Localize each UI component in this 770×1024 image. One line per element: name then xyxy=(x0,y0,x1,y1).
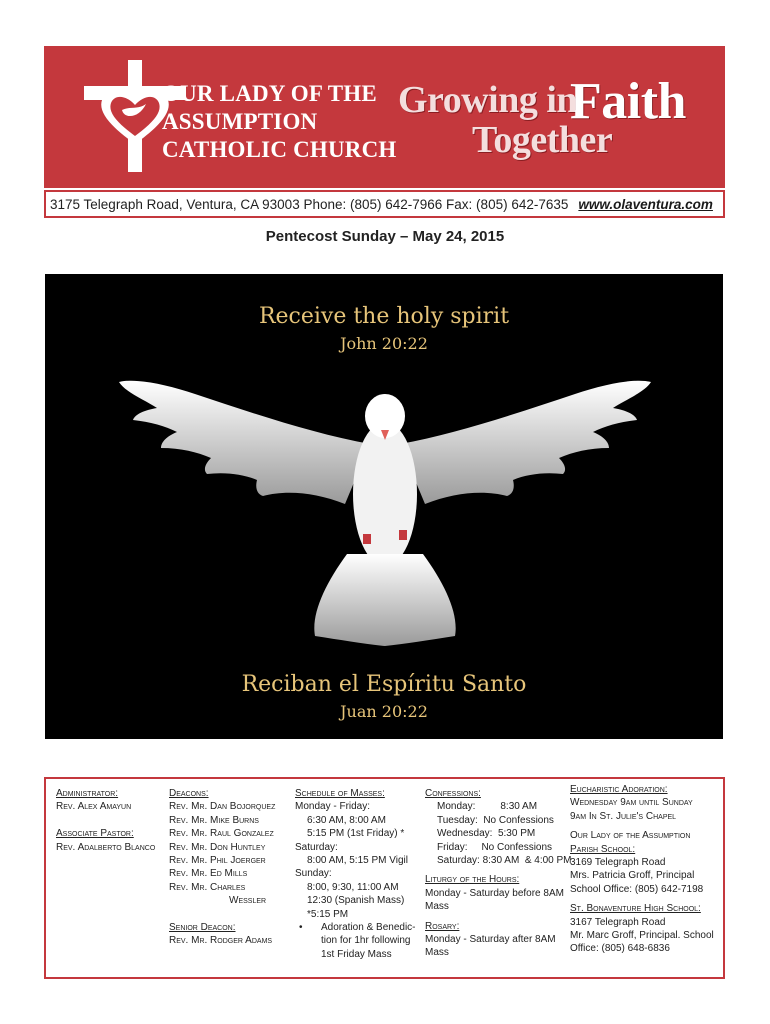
high-school-line: 3167 Telegraph Road xyxy=(570,916,666,928)
parish-school-line: School Office: (805) 642-7198 xyxy=(570,883,704,895)
mass-line: Saturday: xyxy=(295,841,338,853)
mass-line: 8:00, 9:30, 11:00 AM xyxy=(307,881,399,893)
header-banner xyxy=(44,46,725,188)
liturgy-line: Monday - Saturday before 8AM xyxy=(425,887,564,899)
column-confessions xyxy=(425,787,572,960)
column-masses xyxy=(295,787,416,961)
motto xyxy=(394,73,704,168)
parish-school-line: Mrs. Patricia Groff, Principal xyxy=(570,870,695,882)
adoration-line: Wednesday 9am until Sunday xyxy=(570,797,693,809)
church-name xyxy=(162,80,397,164)
adoration-note xyxy=(295,921,416,961)
column-adoration-schools xyxy=(570,783,714,956)
church-name-line-3: CATHOLIC CHURCH xyxy=(162,137,397,162)
parish-school-heading-2: Parish School: xyxy=(570,843,636,855)
senior-deacon-name: Rev. Mr. Rodger Adams xyxy=(169,935,273,947)
deacon-name: Rev. Mr. Mike Burns xyxy=(169,814,259,826)
mass-line: 12:30 (Spanish Mass) xyxy=(307,895,405,907)
column-administration xyxy=(56,787,155,854)
confession-line: Tuesday: No Confessions xyxy=(437,814,554,826)
administrator-name: Rev. Alex Amayun xyxy=(56,801,132,813)
liturgy-heading: Liturgy of the Hours: xyxy=(425,874,520,886)
rosary-line: Mass xyxy=(425,947,449,959)
associate-pastor-name: Rev. Adalberto Blanco xyxy=(56,841,156,853)
column-deacons xyxy=(169,787,275,948)
address-text: 3175 Telegraph Road, Ventura, CA 93003 Phone: (805) 642-7966 Fax: (805) 642-7635 xyxy=(50,196,569,212)
info-box xyxy=(44,777,725,979)
mass-line: Monday - Friday: xyxy=(295,801,371,813)
adoration-note-line: tion for 1hr following xyxy=(321,935,411,947)
confessions-heading: Confessions: xyxy=(425,788,481,799)
deacon-name: Rev. Mr. Ed Mills xyxy=(169,868,248,880)
deacons-heading: Deacons: xyxy=(169,788,209,799)
parish-school-heading: Our Lady of the Assumption xyxy=(570,830,691,842)
high-school-heading: St. Bonaventure High School: xyxy=(570,903,701,915)
mass-line: 5:15 PM (1st Friday) * xyxy=(307,828,405,840)
hero-title-spanish: Reciban el Espíritu Santo xyxy=(241,672,527,697)
high-school-line: Office: (805) 648-6836 xyxy=(570,943,670,955)
confession-line: Monday: 8:30 AM xyxy=(437,801,538,813)
motto-growing-in: Growing in xyxy=(398,79,578,121)
address-bar xyxy=(44,190,725,218)
associate-pastor-heading: Associate Pastor: xyxy=(56,828,134,840)
adoration-line: 9am In St. Julie's Chapel xyxy=(570,810,677,822)
motto-faith: Faith xyxy=(570,73,686,130)
website-link[interactable]: www.olaventura.com xyxy=(578,196,713,212)
deacon-name: Rev. Mr. Phil Joerger xyxy=(169,855,266,867)
mass-line: 6:30 AM, 8:00 AM xyxy=(307,814,386,826)
deacon-name: Rev. Mr. Dan Bojorquez xyxy=(169,801,276,813)
deacon-name: Rev. Mr. Charles xyxy=(169,881,246,893)
church-name-line-2: ASSUMPTION xyxy=(162,109,318,134)
mass-line: *5:15 PM xyxy=(307,908,349,920)
high-school-line: Mr. Marc Groff, Principal. School xyxy=(570,930,714,942)
confession-line: Friday: No Confessions xyxy=(437,841,553,853)
church-name-line-1: OUR LADY OF THE xyxy=(162,81,377,106)
rosary-line: Monday - Saturday after 8AM xyxy=(425,934,556,946)
motto-together: Together xyxy=(472,119,613,161)
senior-deacon-heading: Senior Deacon: xyxy=(169,922,236,934)
administrator-heading: Administrator: xyxy=(56,788,119,799)
deacon-name-continued: Wessler xyxy=(229,895,267,907)
deacon-name: Rev. Mr. Raul Gonzalez xyxy=(169,828,274,840)
mass-line: 8:00 AM, 5:15 PM Vigil xyxy=(307,855,408,867)
adoration-heading: Eucharistic Adoration: xyxy=(570,784,668,795)
confession-line: Saturday: 8:30 AM & 4:00 PM xyxy=(437,855,572,867)
confession-line: Wednesday: 5:30 PM xyxy=(437,828,536,840)
page-headline: Pentecost Sunday – May 24, 2015 xyxy=(265,228,505,245)
adoration-note-line: 1st Friday Mass xyxy=(321,948,392,960)
deacon-name: Rev. Mr. Don Huntley xyxy=(169,841,266,853)
rosary-heading: Rosary: xyxy=(425,920,460,932)
mass-line: Sunday: xyxy=(295,868,332,880)
hero-title-english: Receive the holy spirit xyxy=(258,304,510,329)
liturgy-line: Mass xyxy=(425,901,449,913)
adoration-note-line: Adoration & Benedic- xyxy=(321,922,416,934)
hero-image xyxy=(45,274,723,739)
hero-reference-english: John 20:22 xyxy=(340,334,428,353)
dove-icon xyxy=(85,374,685,654)
hero-reference-spanish: Juan 20:22 xyxy=(340,702,428,721)
parish-school-line: 3169 Telegraph Road xyxy=(570,857,666,869)
masses-heading: Schedule of Masses: xyxy=(295,788,385,799)
bullet-icon: • xyxy=(299,922,303,934)
